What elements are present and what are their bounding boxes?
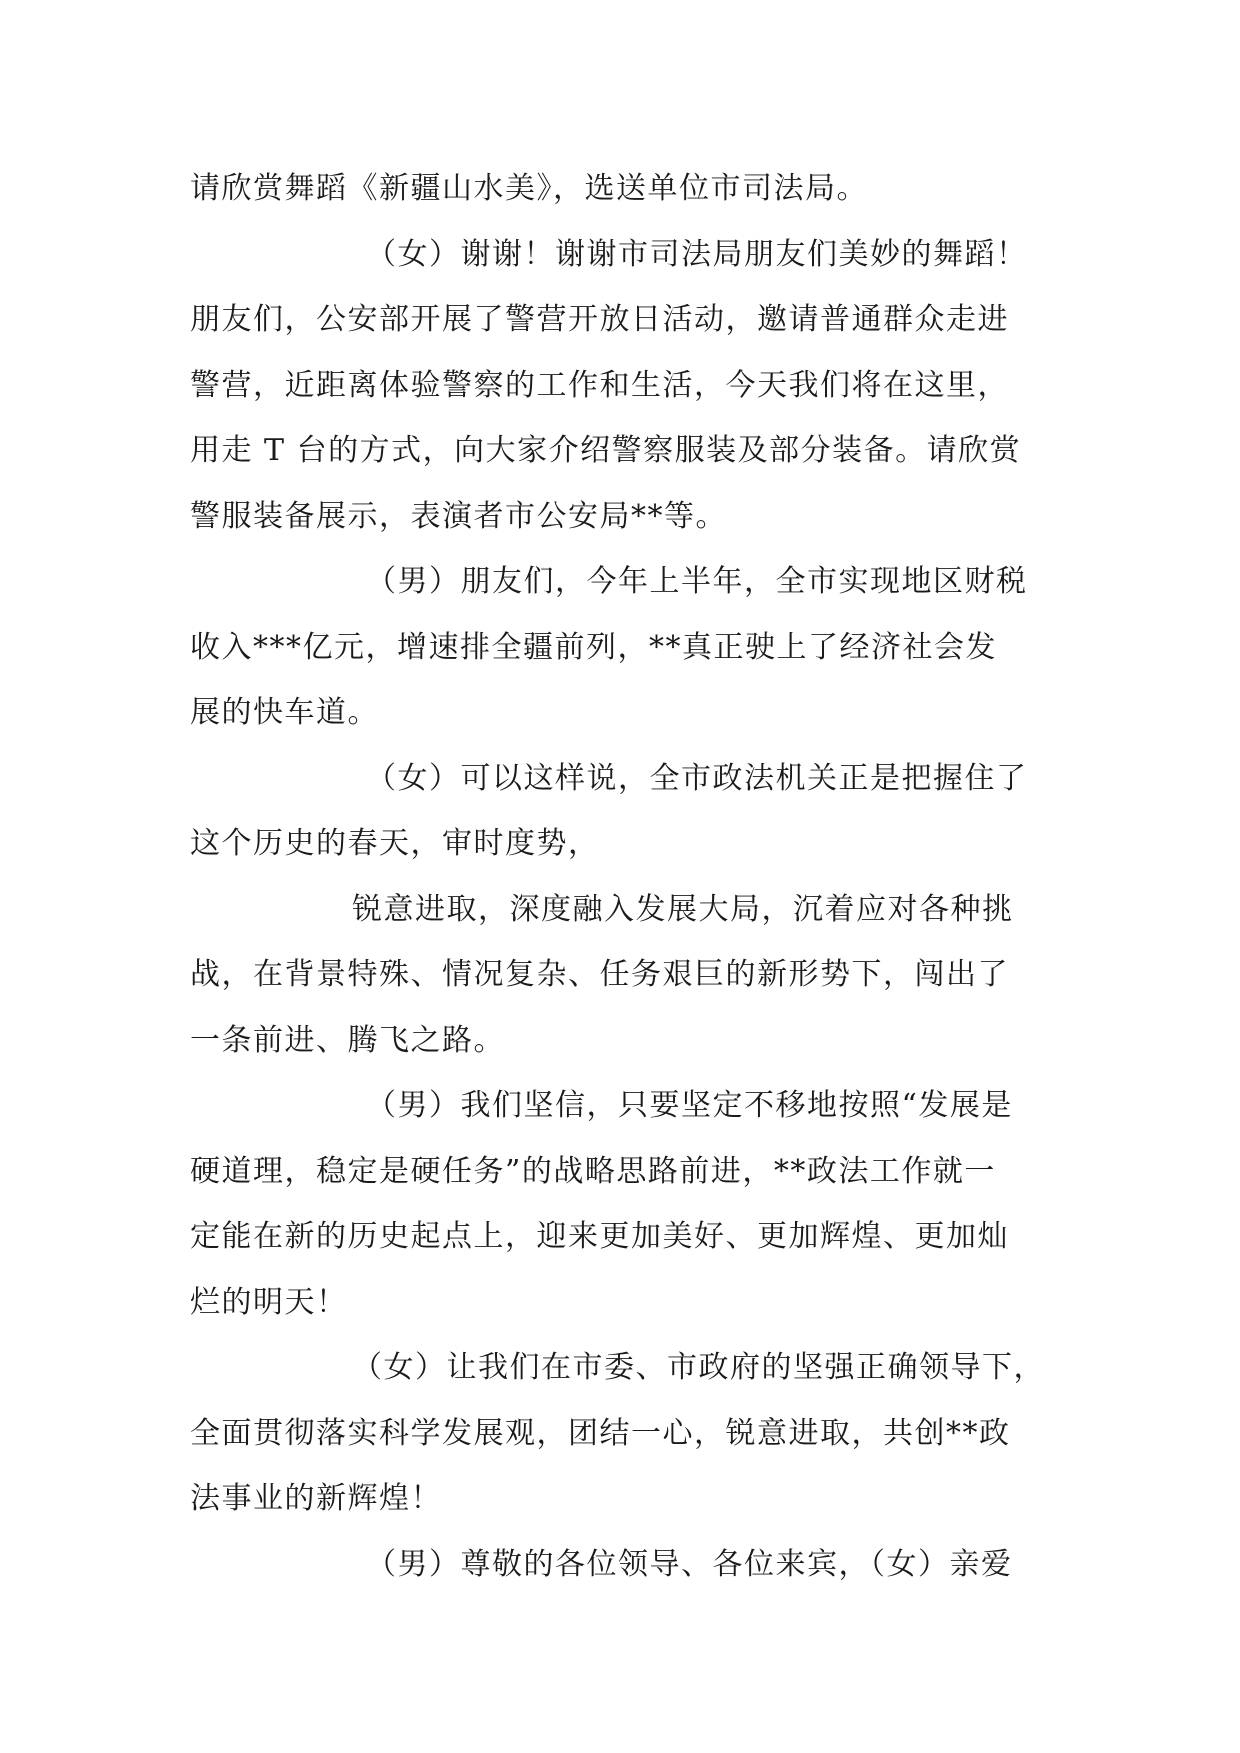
text-line: （女）可以这样说，全市政法机关正是把握住了 [366, 760, 1028, 796]
text-line: 全面贯彻落实科学发展观，团结一心，锐意进取，共创**政 [190, 1415, 1011, 1451]
text-line: 请欣赏舞蹈《新疆山水美》，选送单位市司法局。 [190, 171, 868, 206]
text-line: 收入***亿元，增速排全疆前列，**真正驶上了经济社会发 [190, 629, 997, 665]
text-line: 定能在新的历史起点上，迎来更加美好、更加辉煌、更加灿 [190, 1219, 1009, 1254]
text-line: 这个历史的春天，审时度势， [190, 826, 600, 861]
text-line: （女）谢谢！谢谢市司法局朋友们美妙的舞蹈！ [366, 236, 1028, 272]
text-line: 朋友们，公安部开展了警营开放日活动，邀请普通群众走进 [190, 302, 1009, 337]
text-line: （男）朋友们，今年上半年，全市实现地区财税 [366, 564, 1028, 599]
text-line: 用走 T 台的方式，向大家介绍警察服装及部分装备。请欣赏 [190, 433, 1022, 468]
text-line: 展的快车道。 [190, 695, 379, 730]
text-line: 硬道理，稳定是硬任务”的战略思路前进，**政法工作就一 [190, 1153, 996, 1189]
script-body [190, 156, 1050, 1597]
text-line: （女）让我们在市委、市政府的坚强正确领导下， [352, 1350, 1045, 1385]
text-line: 警服装备展示，表演者市公安局**等。 [190, 498, 727, 534]
text-line: （男）我们坚信，只要坚定不移地按照“发展是 [366, 1088, 1013, 1123]
text-line: 战，在背景特殊、情况复杂、任务艰巨的新形势下，闯出了 [190, 957, 1009, 992]
text-line: （男）尊敬的各位领导、各位来宾，（女）亲爱 [366, 1546, 1013, 1582]
text-line: 烂的明天！ [190, 1284, 348, 1320]
text-line: 一条前进、腾飞之路。 [190, 1022, 505, 1058]
text-line: 警营，近距离体验警察的工作和生活，今天我们将在这里， [190, 367, 1009, 403]
text-line: 锐意进取，深度融入发展大局，沉着应对各种挑 [352, 891, 1014, 927]
text-line: 法事业的新辉煌！ [190, 1481, 442, 1516]
